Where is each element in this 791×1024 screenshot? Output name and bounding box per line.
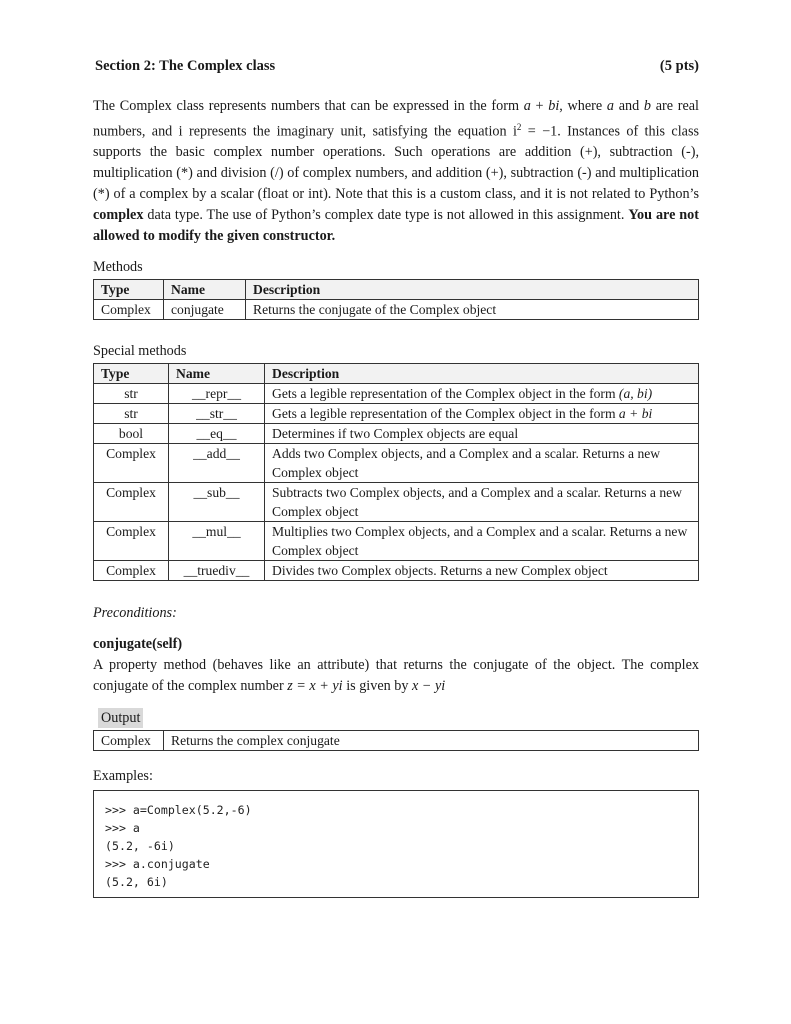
methods-header-type: Type — [94, 280, 164, 300]
output-description: Returns the complex conjugate — [164, 731, 699, 751]
methods-table — [93, 279, 699, 320]
methods-header-name: Name — [164, 280, 246, 300]
code-line: (5.2, -6i) — [105, 839, 175, 853]
preconditions-label: Preconditions: — [93, 605, 177, 621]
table-row: str __repr__ Gets a legible representation of the Complex object in the form (a, bi) — [94, 384, 699, 404]
special-methods-table — [93, 363, 699, 581]
conjugate-signature: conjugate(self) — [93, 636, 183, 652]
code-line: >>> a=Complex(5.2,-6) — [105, 803, 252, 817]
methods-label: Methods — [93, 259, 143, 275]
table-row: bool __eq__ Determines if two Complex objects are equal — [94, 424, 699, 444]
special-header-row — [94, 364, 699, 384]
special-methods-label: Special methods — [93, 343, 187, 359]
intro-paragraph: The Complex class represents numbers that can be expressed in the form a + bi, where a and b are real numbers, and i represents the imaginary unit, satisfying the equation $i^2 = -1$. Instances of this class supports the basic complex number operations. Such operations are addition (+), subtraction (-), multiplication (*) and division (/) of complex numbers, and addition (+), subtraction (-) and multiplication (*) of a complex by a scalar (float or int). Note that this is a custom class, and it is not related to Python’s complex data type. The use of Python’s complex date type is not allowed in this assignment. You are not allowed to modify the given constructor. — [93, 98, 700, 244]
code-line: >>> a — [105, 821, 140, 835]
output-label: Output — [98, 708, 143, 728]
section-title: Section 2: The Complex class — [95, 58, 276, 74]
special-header-type: Type — [94, 364, 169, 384]
table-row — [94, 731, 699, 751]
section-points: (5 pts) — [659, 58, 699, 74]
special-header-name: Name — [169, 364, 265, 384]
section-header — [93, 58, 699, 80]
output-type: Complex — [94, 731, 164, 751]
special-header-description: Description — [265, 364, 699, 384]
table-row: Complex __truediv__ Divides two Complex objects. Returns a new Complex object — [94, 561, 699, 581]
table-row: Complex __mul__ Multiplies two Complex objects, and a Complex and a scalar. Returns a new Complex object — [94, 522, 699, 561]
complex-keyword: complex — [93, 206, 144, 223]
table-row: str __str__ Gets a legible representation of the Complex object in the form a + bi — [94, 404, 699, 424]
table-row: Complex conjugate Returns the conjugate of the Complex object — [94, 300, 699, 320]
methods-header-row — [94, 280, 699, 300]
table-row: Complex __sub__ Subtracts two Complex objects, and a Complex and a scalar. Returns a new Complex object — [94, 483, 699, 522]
conjugate-description: A property method (behaves like an attribute) that returns the conjugate of the object. The complex conjugate of the complex number z = x + yi is given by x − yi — [93, 657, 699, 694]
constructor-warning: You are not allowed to modify the given constructor. — [93, 206, 700, 244]
examples-label: Examples: — [93, 768, 153, 784]
code-line: >>> a.conjugate — [105, 857, 210, 871]
code-line: (5.2, 6i) — [105, 875, 168, 889]
code-example-box — [93, 790, 699, 898]
output-table — [93, 730, 699, 751]
methods-header-description: Description — [246, 280, 699, 300]
table-row: Complex __add__ Adds two Complex objects, and a Complex and a scalar. Returns a new Complex object — [94, 444, 699, 483]
